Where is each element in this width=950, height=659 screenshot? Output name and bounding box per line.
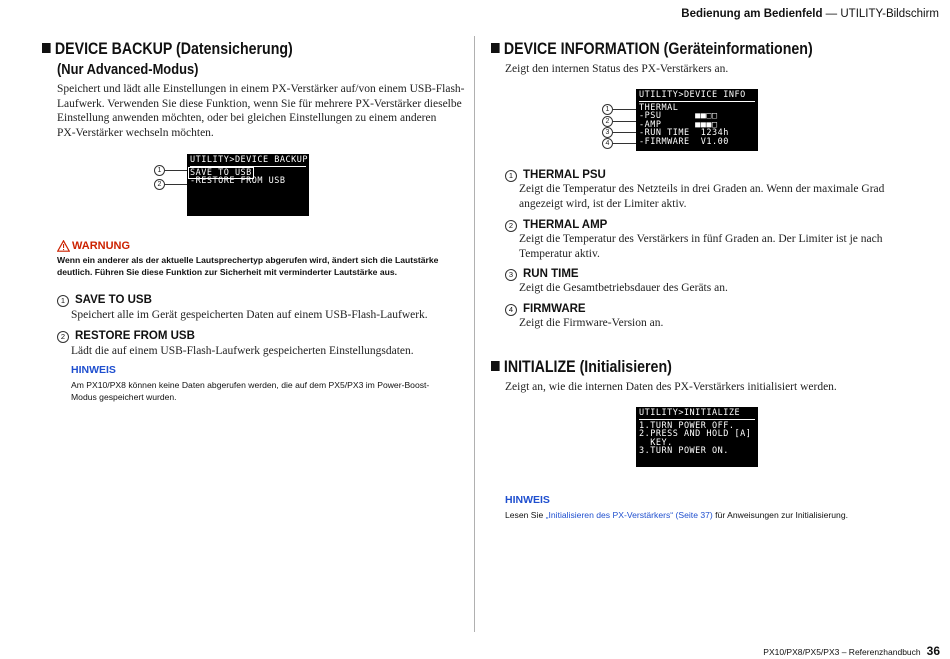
lcd-row-restore: -RESTORE FROM USB bbox=[190, 176, 286, 187]
item-description: Zeigt die Gesamtbetriebsdauer des Geräts an. bbox=[519, 282, 728, 294]
item-description: Lädt die auf einem USB-Flash-Laufwerk gespeicherten Einstellungsdaten. bbox=[71, 345, 414, 357]
description-line: Zeigt die Temperatur des Verstärkers in fünf Graden an. Der Limiter ist je nach bbox=[519, 233, 883, 245]
item-save-to-usb bbox=[57, 293, 152, 307]
item-number: 2 bbox=[57, 331, 69, 343]
backup-intro-line: PX-Verstärker wechseln möchten. bbox=[57, 126, 214, 139]
warning-title: WARNUNG bbox=[72, 240, 131, 252]
backup-intro bbox=[57, 82, 467, 140]
lcd-row-amp: -AMP ■■■□ bbox=[639, 119, 718, 130]
item-firmware bbox=[505, 302, 586, 316]
column-divider bbox=[474, 36, 475, 632]
callout-leader bbox=[613, 121, 637, 122]
initialize-title: INITIALIZE (Initialisieren) bbox=[503, 358, 672, 376]
backup-lcd-screen bbox=[187, 154, 309, 216]
page-footer bbox=[600, 644, 940, 659]
lcd-row: KEY. bbox=[639, 437, 673, 448]
backup-heading bbox=[42, 39, 293, 59]
hint-line: Modus gespeichert wurden. bbox=[71, 392, 177, 402]
lcd-title: UTILITY>DEVICE INFO bbox=[639, 91, 755, 102]
running-header bbox=[479, 4, 939, 24]
item-thermal-amp bbox=[505, 218, 607, 232]
item-title: SAVE TO USB bbox=[75, 294, 152, 306]
lcd-row: 1.TURN POWER OFF. bbox=[639, 420, 735, 431]
lcd-row-psu: -PSU ■■□□ bbox=[639, 111, 718, 122]
lcd-title: UTILITY>INITIALIZE bbox=[639, 409, 755, 420]
item-title: THERMAL PSU bbox=[523, 169, 606, 181]
lcd-row: 2.PRESS AND HOLD [A] bbox=[639, 429, 752, 440]
callout-leader bbox=[165, 170, 187, 171]
callout-2: 2 bbox=[602, 116, 613, 127]
item-description: Zeigt die Firmware-Version an. bbox=[519, 317, 664, 329]
callout-leader bbox=[613, 109, 637, 110]
callout-2: 2 bbox=[154, 179, 165, 190]
backup-intro-line: Einstellung anwenden möchten, oder bei gleichen Einstellungen zu einem anderen bbox=[57, 112, 437, 125]
initialize-heading bbox=[491, 357, 672, 377]
item-description bbox=[519, 182, 919, 211]
item-number: 1 bbox=[57, 295, 69, 307]
callout-leader bbox=[613, 143, 637, 144]
info-lcd-screen bbox=[636, 89, 758, 151]
item-number: 3 bbox=[505, 269, 517, 281]
backup-intro-line: Speichert und lädt alle Einstellungen in einem PX-Verstärker auf/von einem USB-Flash- bbox=[57, 83, 465, 95]
callout-3: 3 bbox=[602, 127, 613, 138]
callout-leader bbox=[165, 184, 187, 185]
backup-title: DEVICE BACKUP (Datensicherung) bbox=[54, 40, 293, 58]
item-title: THERMAL AMP bbox=[523, 219, 608, 231]
initialize-lcd-screen bbox=[636, 407, 758, 467]
heading-square-icon bbox=[42, 43, 51, 53]
callout-leader bbox=[613, 132, 637, 133]
header-section-bold: Bedienung am Bedienfeld bbox=[681, 8, 823, 20]
item-restore-from-usb bbox=[57, 329, 195, 343]
lcd-row-save: SAVE TO USB bbox=[190, 167, 252, 178]
warning-text bbox=[57, 254, 469, 278]
item-number: 1 bbox=[505, 170, 517, 182]
backup-intro-line: Laufwerk. Verwenden Sie diese Funktion, wenn Sie für mehrere PX-Verstärker dieselbe bbox=[57, 97, 462, 110]
warning-line: Wenn ein anderer als der aktuelle Lautsprechertyp abgerufen wird, ändert sich die Lautstärke bbox=[57, 255, 439, 265]
hint-text-post: für Anweisungen zur Initialisierung. bbox=[712, 510, 848, 520]
backup-hint-text bbox=[71, 379, 469, 403]
info-heading bbox=[491, 39, 813, 59]
callout-4: 4 bbox=[602, 138, 613, 149]
lcd-title: UTILITY>DEVICE BACKUP bbox=[190, 155, 308, 165]
info-title: DEVICE INFORMATION (Geräteinformationen) bbox=[503, 40, 813, 58]
page-number: 36 bbox=[926, 644, 940, 658]
hint-text-pre: Lesen Sie bbox=[505, 510, 546, 520]
description-line: Temperatur aktiv. bbox=[519, 247, 600, 260]
lcd-row: THERMAL bbox=[639, 102, 679, 113]
warning-triangle-icon bbox=[57, 240, 70, 252]
heading-square-icon bbox=[491, 361, 500, 371]
initialize-intro: Zeigt an, wie die internen Daten des PX-Verstärkers initialisiert werden. bbox=[505, 381, 837, 393]
lcd-row-firmware: -FIRMWARE V1.00 bbox=[639, 136, 729, 147]
item-description: Speichert alle im Gerät gespeicherten Daten auf einem USB-Flash-Laufwerk. bbox=[71, 309, 428, 321]
backup-subtitle: (Nur Advanced-Modus) bbox=[57, 61, 199, 78]
initialize-hint-title: HINWEIS bbox=[505, 494, 550, 506]
backup-hint-title: HINWEIS bbox=[71, 364, 116, 376]
warning-line: deutlich. Führen Sie diese Funktion zur Sicherheit mit verminderter Lautstärke aus. bbox=[57, 267, 398, 277]
hint-line: Am PX10/PX8 können keine Daten abgerufen werden, die auf dem PX5/PX3 im Power-Boost- bbox=[71, 380, 430, 390]
callout-1: 1 bbox=[154, 165, 165, 176]
heading-square-icon bbox=[491, 43, 500, 53]
item-number: 4 bbox=[505, 304, 517, 316]
lcd-row-runtime: -RUN TIME 1234h bbox=[639, 128, 729, 139]
initialize-reference-link[interactable]: „Initialisieren des PX-Verstärkers“ (Seite 37) bbox=[545, 510, 713, 520]
description-line: angezeigt wird, ist der Limiter aktiv. bbox=[519, 197, 687, 210]
item-title: RESTORE FROM USB bbox=[75, 330, 195, 342]
item-title: RUN TIME bbox=[523, 268, 579, 280]
description-line: Zeigt die Temperatur des Netzteils in drei Graden an. Wenn der maximale Grad bbox=[519, 183, 885, 195]
info-intro: Zeigt den internen Status des PX-Verstärkers an. bbox=[505, 63, 729, 75]
item-description bbox=[519, 232, 919, 261]
item-title: FIRMWARE bbox=[523, 303, 586, 315]
header-section-rest: — UTILITY-Bildschirm bbox=[822, 8, 939, 20]
initialize-hint-text bbox=[505, 509, 925, 521]
lcd-row: 3.TURN POWER ON. bbox=[639, 446, 729, 457]
item-run-time bbox=[505, 267, 579, 281]
item-thermal-psu bbox=[505, 168, 606, 182]
manual-title: PX10/PX8/PX5/PX3 – Referenzhandbuch bbox=[763, 647, 921, 657]
item-number: 2 bbox=[505, 220, 517, 232]
callout-1: 1 bbox=[602, 104, 613, 115]
